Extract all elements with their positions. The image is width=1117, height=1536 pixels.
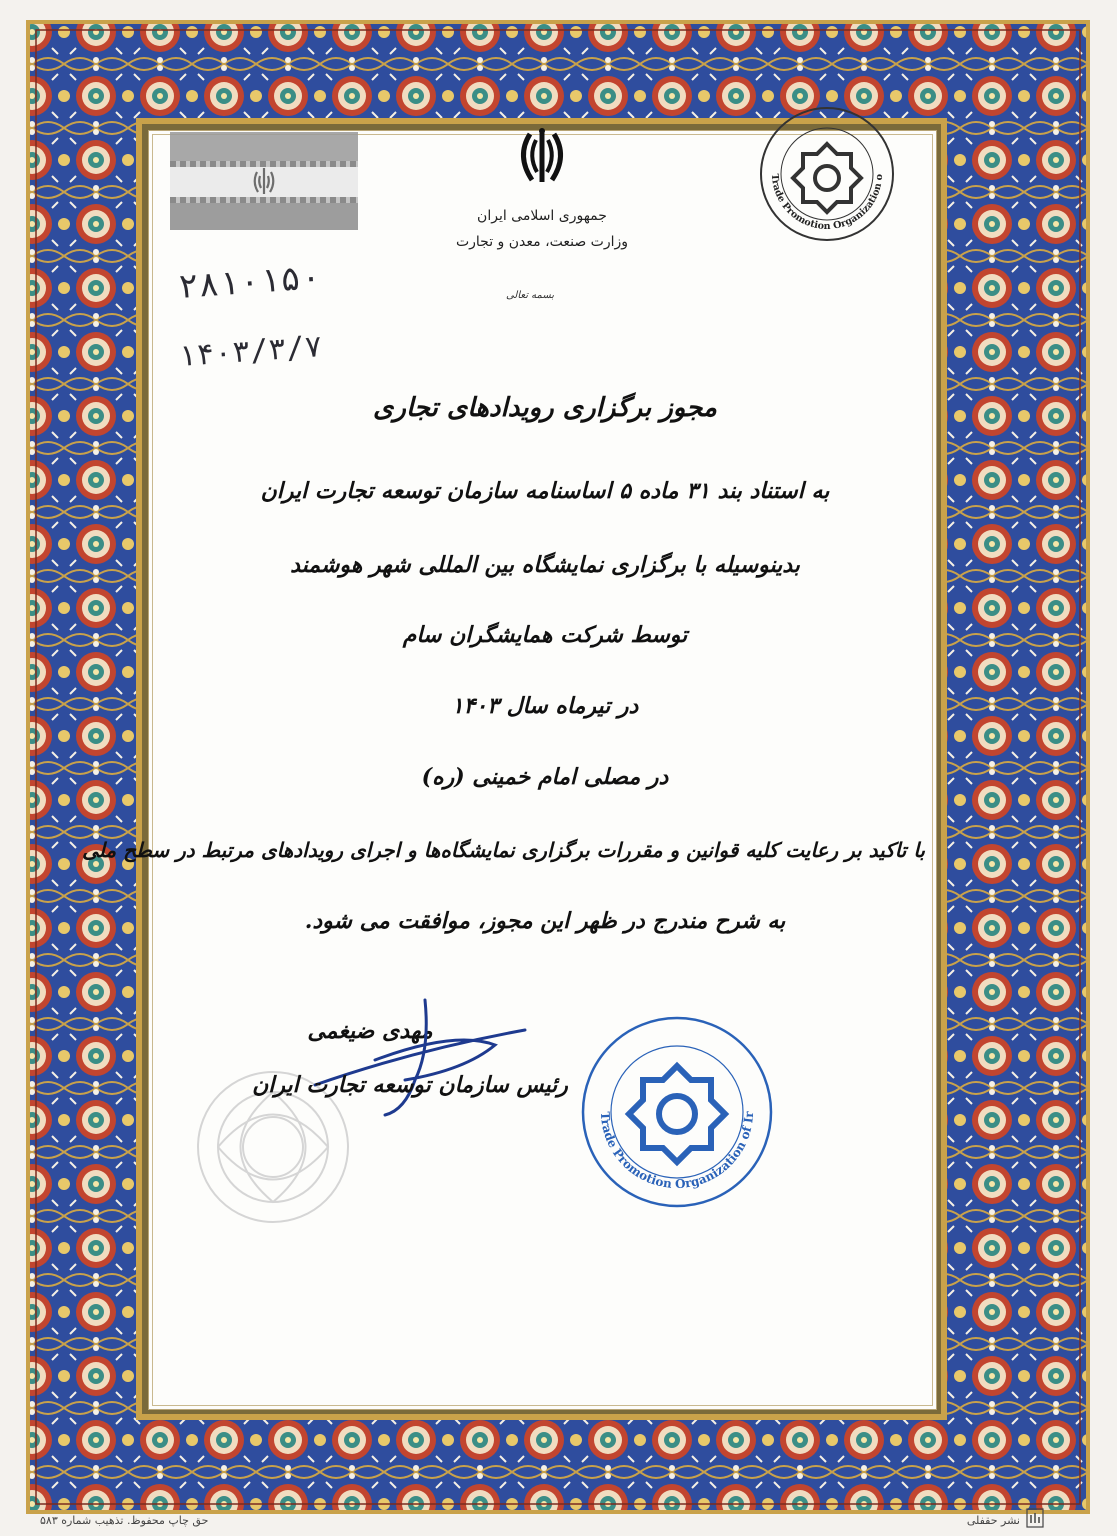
blue-seal-fa-text: [577, 1012, 583, 1016]
signature-scribble: [255, 990, 555, 1140]
country-name: جمهوری اسلامی ایران: [477, 208, 607, 224]
footer-copyright: حق چاپ محفوظ. تذهیب شماره ۵۸۳: [40, 1514, 209, 1527]
body-line-6: با تاکید بر رعایت کلیه قوانین و مقررات برگزاری نمایشگاه‌ها و اجرای رویدادهای مرتبط در سطح ملی: [82, 838, 925, 862]
ministry-name: وزارت صنعت، معدن و تجارت: [455, 234, 629, 250]
signatory-position: رئیس سازمان توسعه تجارت ایران: [252, 1072, 568, 1098]
iran-emblem-icon: [508, 126, 576, 186]
body-line-1: به استناد بند ۳۱ ماده ۵ اساسنامه سازمان توسعه تجارت ایران: [260, 478, 830, 504]
footer-publisher: نشر حقفلی: [966, 1514, 1020, 1527]
top-seal-en-text: Trade Promotion Organization o: [768, 173, 886, 232]
svg-text:سازمان توسعه تجارت ایران: [752, 100, 756, 103]
svg-text:سازمان توسعه تجارت ایران: [577, 1012, 583, 1016]
top-seal-fa-text: [752, 100, 756, 103]
body-line-5: در مصلی امام خمینی (ره): [421, 764, 669, 790]
emblem-icon: [248, 166, 280, 196]
handwritten-date: ۱۴۰۳/۳/۷: [176, 329, 324, 374]
flag-divider: [170, 197, 358, 203]
certificate-title: مجوز برگزاری رویدادهای تجاری: [373, 393, 717, 423]
body-line-7: به شرح مندرج در ظهر این مجوز، موافقت می شود.: [304, 908, 786, 934]
blue-organization-seal: [577, 1012, 777, 1216]
handwritten-number: ۲۸۱۰۱۵۰: [176, 257, 323, 307]
publisher-logo-icon: [1026, 1508, 1044, 1528]
signatory-name: مهدی ضیغمی: [307, 1018, 433, 1044]
body-line-4: در تیرماه سال ۱۴۰۳: [451, 693, 639, 719]
body-line-2: بدینوسیله با برگزاری نمایشگاه بین المللی شهر هوشمند: [290, 552, 800, 578]
flag-image: [170, 132, 358, 230]
blue-seal-en-text: Trade Promotion Organization of Ir: [597, 1111, 757, 1192]
top-organization-seal: [752, 100, 902, 252]
body-line-3: توسط شرکت همایشگران سام: [402, 622, 688, 648]
invocation: بسمه تعالی: [505, 290, 555, 301]
